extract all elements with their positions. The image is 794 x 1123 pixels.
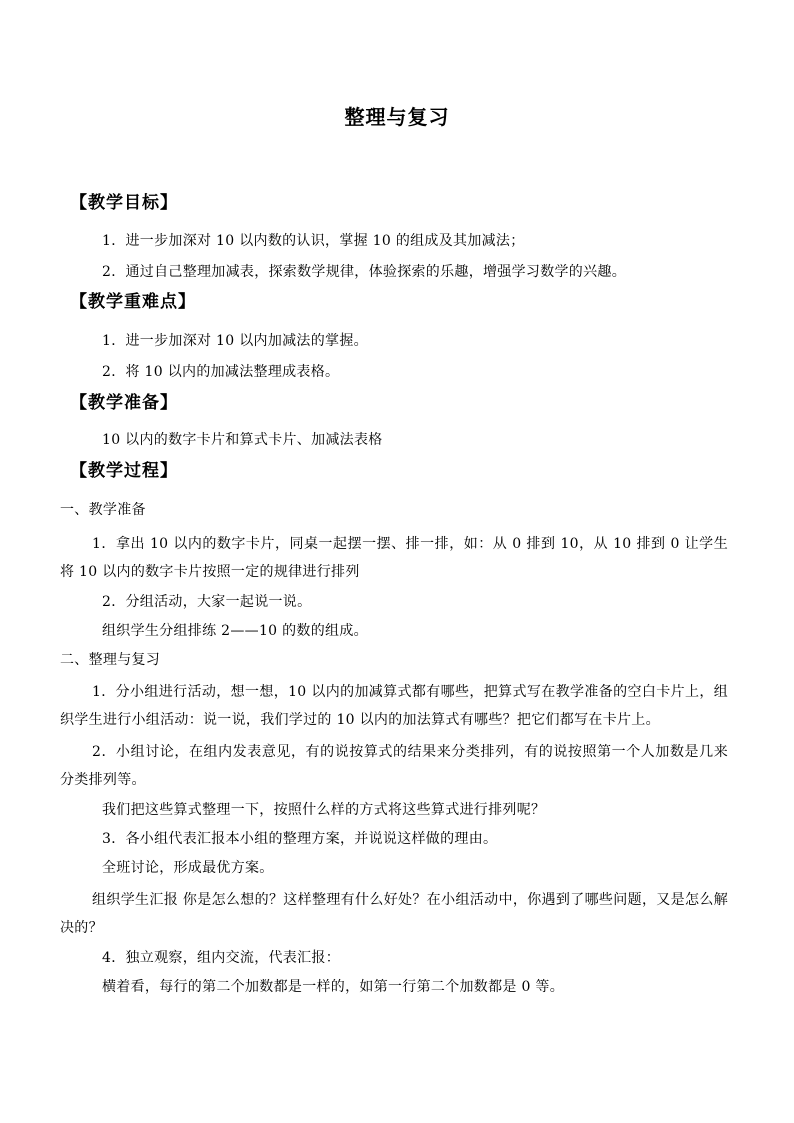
process-part2-line-7: 4．独立观察，组内交流，代表汇报：: [102, 950, 341, 966]
process-part2-line-4: 3．各小组代表汇报本小组的整理方案，并说说这样做的理由。: [102, 831, 498, 847]
goals-item-2: 2．通过自己整理加减表，探索数学规律，体验探索的乐趣，增强学习数学的兴趣。: [102, 264, 627, 280]
document-body: [60, 190, 728, 997]
process-part1-line-2: 2．分组活动，大家一起说一说。: [102, 594, 312, 610]
heading-goals: 【教学目标】: [70, 193, 178, 213]
goals-item-1: 1．进一步加深对 10 以内数的认识，掌握 10 的组成及其加减法；: [102, 233, 525, 249]
process-part2-title: 二、整理与复习: [60, 652, 161, 668]
process-part2-line-3: 我们把这些算式整理一下，按照什么样的方式将这些算式进行排列呢？: [102, 802, 546, 818]
heading-key-points: 【教学重难点】: [70, 292, 196, 312]
process-part1-line-3: 组织学生分组排练 2——10 的数的组成。: [102, 623, 368, 639]
process-part1-title: 一、教学准备: [60, 502, 146, 518]
heading-preparation: 【教学准备】: [70, 393, 178, 413]
page-title: 整理与复习: [344, 105, 450, 129]
key-points-item-1: 1．进一步加深对 10 以内加减法的掌握。: [102, 333, 368, 349]
process-part1-line-1: 1．拿出 10 以内的数字卡片，同桌一起摆一摆、排一排，如：从 0 排到 10，从 10 排到 0 让学生将 10 以内的数字卡片按照一定的规律进行排列: [60, 536, 728, 580]
process-part2-line-2: 2．小组讨论，在组内发表意见，有的说按算式的结果来分类排列，有的说按照第一个人加数是几来分类排列等。: [60, 744, 728, 788]
heading-process: 【教学过程】: [70, 461, 178, 481]
process-part2-line-8: 横着看，每行的第二个加数都是一样的，如第一行第二个加数都是 0 等。: [102, 979, 565, 995]
process-part2-line-5: 全班讨论，形成最优方案。: [102, 860, 274, 876]
process-part2-line-1: 1．分小组进行活动，想一想，10 以内的加减算式都有哪些，把算式写在教学准备的空白卡片上，组织学生进行小组活动：说一说，我们学过的 10 以内的加法算式有哪些？把它们都写在卡片上。: [60, 684, 728, 728]
preparation-text: 10 以内的数字卡片和算式卡片、加减法表格: [102, 432, 383, 448]
process-part2-line-6: 组织学生汇报 你是怎么想的？这样整理有什么好处？在小组活动中，你遇到了哪些问题，又是怎么解决的？: [60, 892, 728, 936]
key-points-item-2: 2．将 10 以内的加减法整理成表格。: [102, 364, 340, 380]
